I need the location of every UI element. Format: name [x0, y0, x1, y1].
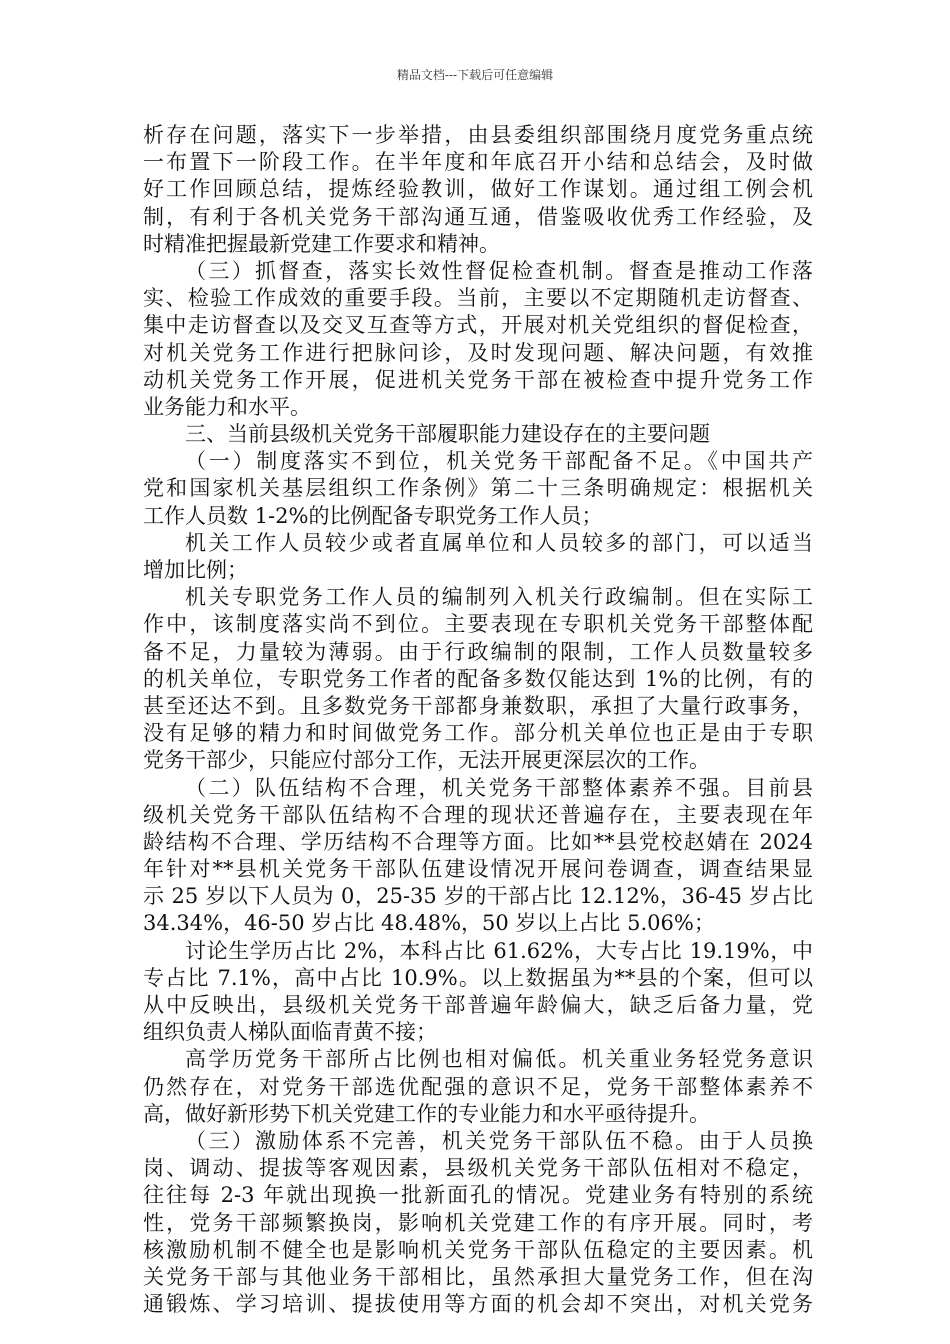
- text-line: 三、当前县级机关党务干部履职能力建设存在的主要问题: [185, 422, 710, 447]
- text-line: 关党务干部与其他业务干部相比，虽然承担大量党务工作，但在沟: [143, 1264, 813, 1289]
- text-line: 仍然存在，对党务干部选优配强的意识不足，党务干部整体素养不: [143, 1074, 813, 1099]
- text-line: 作中，该制度落实尚不到位。主要表现在专职机关党务干部整体配: [143, 612, 813, 637]
- text-line: 党务干部少，只能应付部分工作，无法开展更深层次的工作。: [143, 748, 710, 773]
- text-line: 级机关党务干部队伍结构不合理的现状还普遍存在，主要表现在年: [143, 802, 813, 827]
- text-line: 业务能力和水平。: [143, 394, 311, 419]
- text-line: 实、检验工作成效的重要手段。当前，主要以不定期随机走访督查、: [143, 286, 813, 311]
- text-line: （二）队伍结构不合理，机关党务干部整体素养不强。目前县: [185, 775, 813, 800]
- text-line: 的机关单位，专职党务工作者的配备多数仅能达到 1%的比例，有的: [143, 666, 813, 691]
- document-body: [143, 122, 813, 1318]
- text-line: 核激励机制不健全也是影响机关党务干部队伍稳定的主要因素。机: [143, 1237, 813, 1262]
- text-line: 制，有利于各机关党务干部沟通互通，借鉴吸收优秀工作经验，及: [143, 204, 813, 229]
- text-line: 时精准把握最新党建工作要求和精神。: [143, 231, 500, 256]
- text-line: 年针对**县机关党务干部队伍建设情况开展问卷调查，调查结果显: [143, 857, 813, 882]
- text-line: （三）激励体系不完善，机关党务干部队伍不稳。由于人员换: [185, 1128, 813, 1153]
- text-line: 组织负责人梯队面临青黄不接；: [143, 1020, 437, 1045]
- text-line: 增加比例；: [143, 558, 248, 582]
- text-line: 往往每 2-3 年就出现换一批新面孔的情况。党建业务有特别的系统: [143, 1183, 813, 1208]
- text-line: 高，做好新形势下机关党建工作的专业能力和水平亟待提升。: [143, 1101, 710, 1126]
- text-line: 好工作回顾总结，提炼经验教训，做好工作谋划。通过组工例会机: [143, 177, 813, 202]
- text-line: 集中走访督查以及交叉互查等方式，开展对机关党组织的督促检查，: [143, 313, 813, 338]
- text-line: 没有足够的精力和时间做党务工作。部分机关单位也正是由于专职: [143, 721, 813, 746]
- text-line: 备不足，力量较为薄弱。由于行政编制的限制，工作人员数量较多: [143, 639, 813, 664]
- text-line: 龄结构不合理、学历结构不合理等方面。比如**县党校赵婧在 2024: [143, 829, 813, 854]
- text-line: 高学历党务干部所占比例也相对偏低。机关重业务轻党务意识: [185, 1047, 813, 1072]
- text-line: 党和国家机关基层组织工作条例》第二十三条明确规定：根据机关: [143, 476, 813, 501]
- text-line: 从中反映出，县级机关党务干部普遍年龄偏大，缺乏后备力量，党: [143, 993, 813, 1017]
- text-line: 工作人员数 1-2%的比例配备专职党务工作人员；: [143, 503, 603, 528]
- text-line: 性，党务干部频繁换岗，影响机关党建工作的有序开展。同时，考: [143, 1210, 813, 1235]
- text-line: （三）抓督查，落实长效性督促检查机制。督查是推动工作落: [185, 258, 813, 283]
- text-line: 对机关党务工作进行把脉问诊，及时发现问题、解决问题，有效推: [143, 340, 813, 365]
- text-line: 机关工作人员较少或者直属单位和人员较多的部门，可以适当: [185, 530, 813, 555]
- text-line: 甚至还达不到。且多数党务干部都身兼数职，承担了大量行政事务，: [143, 693, 813, 718]
- text-line: 示 25 岁以下人员为 0，25-35 岁的干部占比 12.12%，36-45 岁占比: [143, 884, 813, 909]
- page-header: 精品文档---下载后可任意编辑: [396, 68, 554, 82]
- text-line: 一布置下一阶段工作。在半年度和年底召开小结和总结会，及时做: [143, 150, 813, 175]
- text-line: 动机关党务工作开展，促进机关党务干部在被检查中提升党务工作: [143, 367, 813, 392]
- text-line: 机关专职党务工作人员的编制列入机关行政编制。但在实际工: [185, 585, 813, 610]
- text-line: 34.34%，46-50 岁占比 48.48%，50 岁以上占比 5.06%；: [143, 911, 715, 936]
- text-line: 专占比 7.1%，高中占比 10.9%。以上数据虽为**县的个案，但可以: [143, 965, 813, 990]
- text-line: 析存在问题，落实下一步举措，由县委组织部围绕月度党务重点统: [143, 123, 813, 147]
- text-line: 通锻炼、学习培训、提拔使用等方面的机会却不突出，对机关党务: [143, 1292, 813, 1317]
- text-line: （一）制度落实不到位，机关党务干部配备不足。《中国共产: [185, 449, 813, 474]
- text-line: 岗、调动、提拔等客观因素，县级机关党务干部队伍相对不稳定，: [143, 1156, 813, 1181]
- text-line: 讨论生学历占比 2%，本科占比 61.62%，大专占比 19.19%，中: [185, 938, 813, 963]
